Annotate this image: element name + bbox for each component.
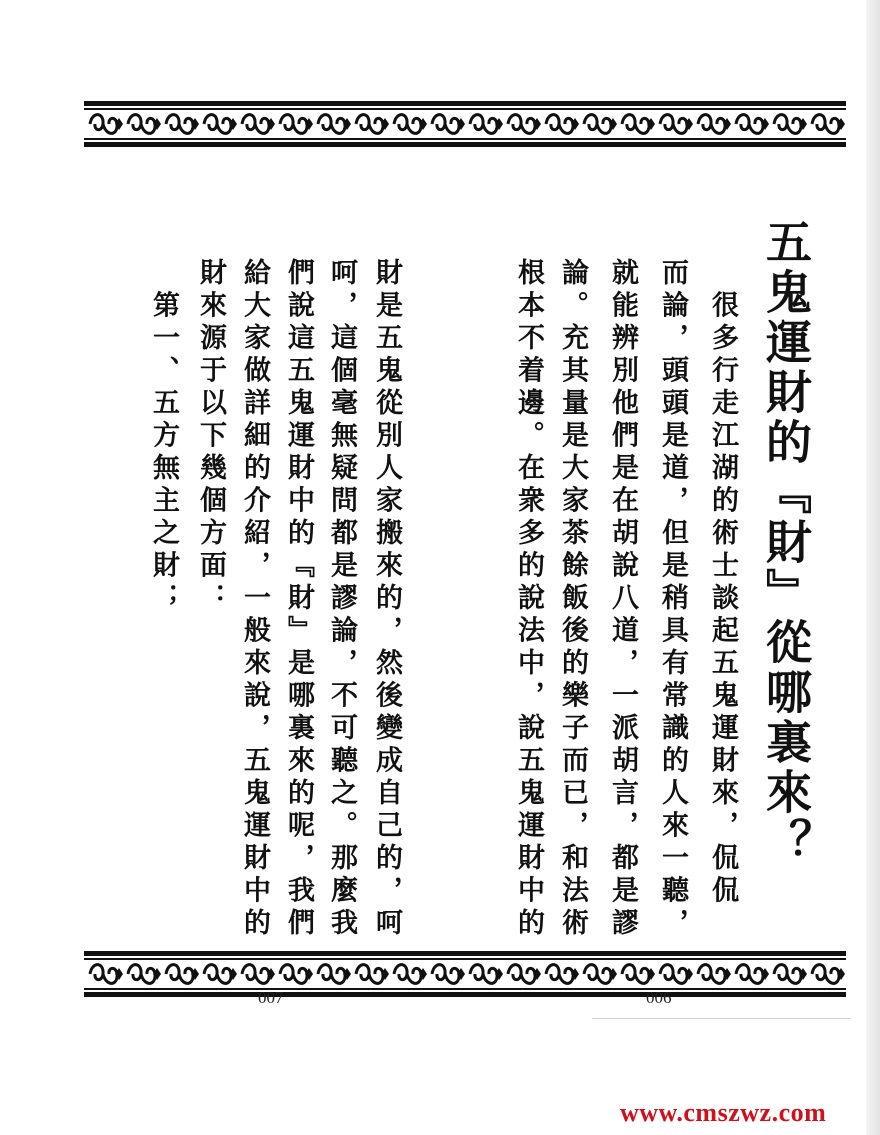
ornament-scroll (242, 115, 269, 134)
ornament-scroll (812, 115, 839, 134)
ornament-scroll (204, 115, 231, 134)
text-column: 根本不着邊。在衆多的說法中，說五鬼運財中的 (513, 258, 544, 941)
ornament-svg (84, 101, 846, 147)
bottom-ornamental-border (84, 951, 846, 997)
watermark: www.cmszwz.com (620, 1098, 827, 1127)
ornament-scroll (166, 965, 193, 984)
page-title: 五鬼運財的『財』從哪裏來？ (759, 218, 813, 868)
text-column: 呵，這個毫無疑問都是謬論，不可聽之。那麼我 (326, 258, 357, 941)
ornament-scroll (318, 115, 345, 134)
text-column: 而論，頭頭是道，但是稍具有常識的人來一聽， (657, 258, 688, 941)
ornament-scroll (812, 965, 839, 984)
ornament-scroll (508, 115, 535, 134)
text-column: 財來源于以下幾個方面： (195, 258, 226, 616)
text-column: 給大家做詳細的介紹，一般來說，五鬼運財中的 (239, 258, 270, 941)
ornament-scroll (280, 115, 307, 134)
ornament-scroll (546, 115, 573, 134)
ornament-scroll (128, 965, 155, 984)
ornament-scroll (774, 115, 801, 134)
page-number-left: 007 (258, 988, 284, 1007)
text-column: 們說這五鬼運財中的『財』是哪裏來的呢，我們 (283, 258, 314, 941)
ornament-scroll (736, 965, 763, 984)
top-ornamental-border (84, 101, 846, 147)
ornament-scroll (508, 965, 535, 984)
text-column: 就能辨別他們是在胡說八道，一派胡言，都是謬 (607, 258, 638, 941)
ornament-scroll (204, 965, 231, 984)
text-column: 財是五鬼從別人家搬來的，然後變成自己的，呵 (371, 258, 402, 941)
ornament-scroll (660, 965, 687, 984)
ornament-scroll (394, 115, 421, 134)
ornament-scroll (470, 965, 497, 984)
page-divider-line (592, 1018, 850, 1019)
ornament-scroll (356, 115, 383, 134)
ornament-scroll (622, 965, 649, 984)
page-number-right: 006 (646, 988, 672, 1007)
text-column: 論。充其量是大家茶餘飯後的樂子而已，和法術 (557, 258, 588, 941)
ornament-scroll (660, 115, 687, 134)
ornament-scroll (128, 115, 155, 134)
ornament-scroll (736, 115, 763, 134)
ornament-scroll (432, 965, 459, 984)
page-edge-shadow (866, 0, 880, 1135)
ornament-scroll (90, 965, 117, 984)
section-heading: 第一、五方無主之財； (148, 258, 179, 616)
ornament-scroll (242, 965, 269, 984)
ornament-scroll (470, 115, 497, 134)
ornament-scroll (166, 115, 193, 134)
ornament-scroll (318, 965, 345, 984)
ornament-scroll (774, 965, 801, 984)
ornament-scroll (698, 965, 725, 984)
ornament-scroll (698, 115, 725, 134)
ornament-scroll (90, 115, 117, 134)
ornament-scroll (584, 115, 611, 134)
ornament-scroll (280, 965, 307, 984)
text-column: 很多行走江湖的術士談起五鬼運財來，侃侃 (707, 258, 738, 908)
ornament-svg (84, 951, 846, 997)
ornament-scroll (356, 965, 383, 984)
ornament-scroll (394, 965, 421, 984)
ornament-scroll (584, 965, 611, 984)
ornament-scroll (432, 115, 459, 134)
ornament-scroll (622, 115, 649, 134)
ornament-scroll (546, 965, 573, 984)
